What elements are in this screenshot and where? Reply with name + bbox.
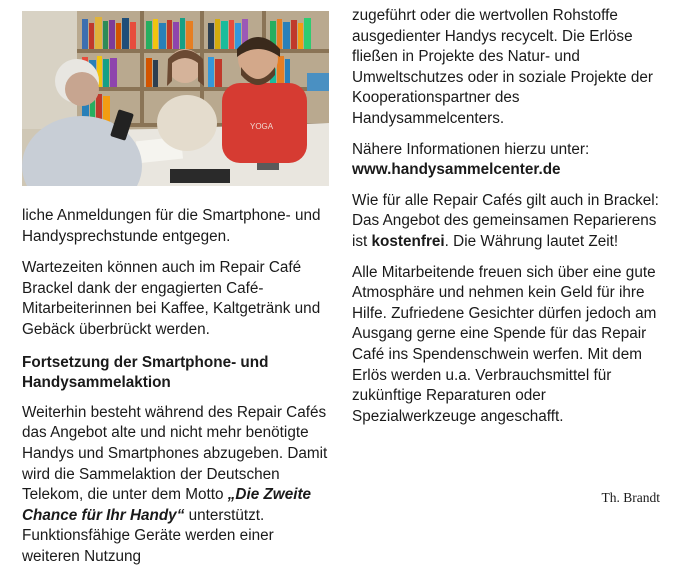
left-paragraph-1: liche Anmeldungen für die Smartphone- und Handysprechstunde entgegen. (22, 207, 321, 245)
left-paragraph-2: Wartezeiten können auch im Repair Café Brackel dank der engagierten Café-Mitarbeiterinnen bei Kaffee, Kaltgetränk und Gebäck überbrückt werden. (22, 259, 321, 338)
left-paragraph-3-end: unterstützt. Funktionsfähige Geräte werden einer weiteren Nutzung (22, 506, 274, 565)
section-heading: Fortsetzung der Smartphone- und Handysammelaktion (22, 353, 269, 392)
left-column (22, 0, 332, 568)
svg-text:YOGA: YOGA (250, 122, 274, 131)
right-paragraph-3 (352, 191, 664, 253)
right-paragraph-4: Alle Mitarbeitende freuen sich über eine gute Atmosphäre und nehmen kein Geld für ihre Hilfe. Zufriedene Gesichter dürfen jedoch am Ausgang gerne eine Spende für das Repair Café ins Spendenschwein werfen. Mit dem Erlös werden u.a. Verbrauchsmittel für zukünftige Reparaturen oder Spezialwerkzeuge angeschafft. (352, 263, 657, 425)
right-column (352, 6, 664, 427)
info-label: Nähere Informationen hierzu unter: (352, 140, 590, 158)
campaign-motto: „Die Zweite Chance für Ihr Handy“ (22, 486, 312, 524)
article-photo (22, 11, 329, 186)
right-paragraph-3-start: Wie für alle Repair Cafés gilt auch in Brackel: Das Angebot des gemeinsamen Reparierens ist (352, 191, 659, 250)
author-signature: Th. Brandt (601, 490, 660, 505)
photo-illustration (22, 11, 329, 186)
left-paragraph-3 (22, 403, 332, 568)
website-link[interactable]: www.handysammelcenter.de (352, 161, 561, 179)
free-of-charge: kostenfrei (371, 232, 445, 250)
right-paragraph-2 (352, 140, 664, 181)
right-paragraph-3-end: . Die Währung lautet Zeit! (444, 232, 619, 250)
left-paragraph-3-start: Weiterhin besteht während des Repair Cafés das Angebot alte und nicht mehr benötigte Handys und Smartphones abzugeben. Damit wird die Sammelaktion der Deutschen Telekom, die unter dem Motto (22, 403, 328, 504)
right-paragraph-1: zugeführt oder die wertvollen Rohstoffe ausgedienter Handys recycelt. Die Erlöse fließen in Projekte des Natur- und Umweltschutzes oder in soziale Projekte der Kooperationspartner des Handysammelcenters. (352, 7, 653, 127)
